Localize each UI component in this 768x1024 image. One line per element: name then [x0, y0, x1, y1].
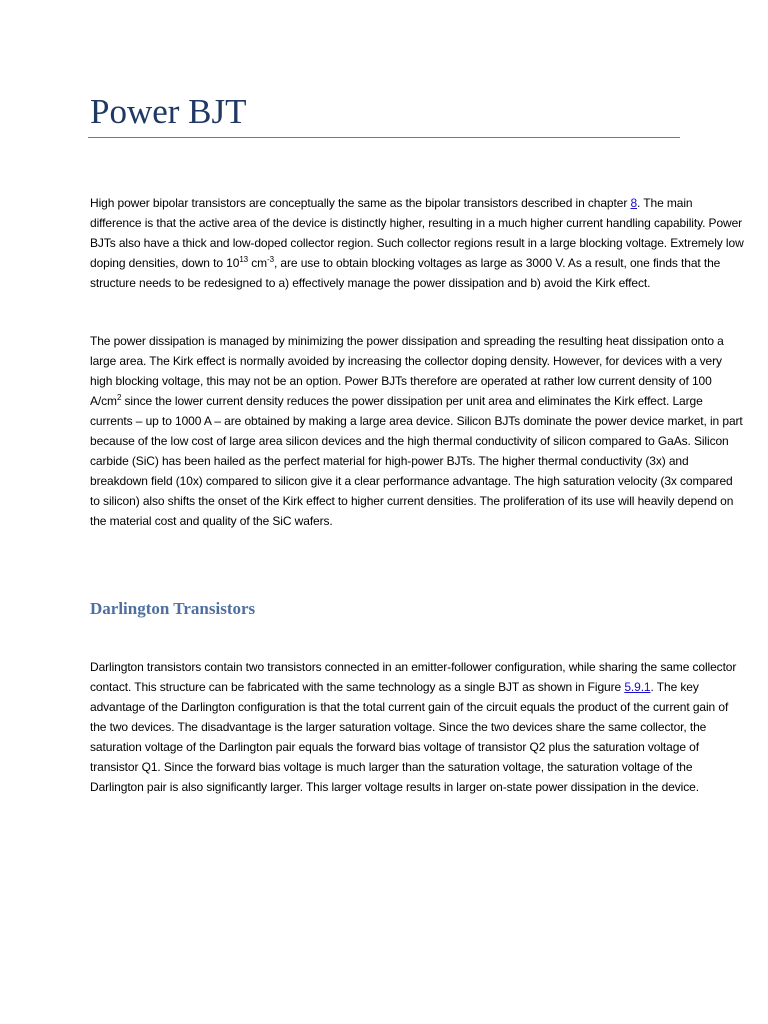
- paragraph-power-dissipation-text-2: since the lower current density reduces the power dissipation per unit area and eliminates the Kirk effect. Large currents – up to 1000 A – are obtained by making a large area device. Silicon BJTs dominate the power device market, in part because of the low cost of large area silicon devices and the high thermal conductivity of silicon compared to GaAs. Silicon carbide (SiC) has been hailed as the perfect material for high-power BJTs. The higher thermal conductivity (3x) and breakdown field (10x) compared to silicon give it a clear performance advantage. The high saturation velocity (3x compared to silicon) also shifts the onset of the Kirk effect to higher current densities. The proliferation of its use will heavily depend on the material cost and quality of the SiC wafers.: [90, 394, 743, 528]
- paragraph-darlington: [90, 657, 745, 797]
- paragraph-intro-text-3: cm: [248, 256, 268, 270]
- paragraph-intro: [90, 193, 745, 293]
- exponent-2: 2: [116, 393, 122, 402]
- section-heading-darlington: Darlington Transistors: [90, 599, 256, 618]
- figure-5-9-1-link[interactable]: 5.9.1: [624, 680, 651, 694]
- page-title: Power BJT: [90, 92, 247, 131]
- paragraph-darlington-text-2: . The key advantage of the Darlington configuration is that the total current gain of the circuit equals the product of the current gain of the two devices. The disadvantage is the larger saturation voltage. Since the two devices share the same collector, the saturation voltage of the Darlington pair equals the forward bias voltage of transistor Q2 plus the saturation voltage of transistor Q1. Since the forward bias voltage is much larger than the saturation voltage, the saturation voltage of the Darlington pair is also significantly larger. This larger voltage results in larger on-state power dissipation in the device.: [90, 680, 729, 794]
- paragraph-darlington-text-1: Darlington transistors contain two transistors connected in an emitter-follower configuration, while sharing the same collector contact. This structure can be fabricated with the same technology as a single BJT as shown in Figure: [90, 660, 737, 694]
- title-underline-rule: [88, 137, 680, 138]
- paragraph-intro-text-4: , are use to obtain blocking voltages as large as 3000 V. As a result, one finds that the structure needs to be redesigned to a) effectively manage the power dissipation and b) avoid the Kirk effect.: [90, 256, 721, 290]
- paragraph-power-dissipation-text-1: The power dissipation is managed by minimizing the power dissipation and spreading the resulting heat dissipation onto a large area. The Kirk effect is normally avoided by increasing the collector doping density. However, for devices with a very high blocking voltage, this may not be an option. Power BJTs therefore are operated at rather low current density of 100 A/cm: [90, 334, 724, 408]
- paragraph-intro-text-1: High power bipolar transistors are conceptually the same as the bipolar transistors described in chapter: [90, 196, 631, 210]
- paragraph-power-dissipation: [90, 331, 745, 531]
- exponent-minus-3: -3: [267, 255, 274, 264]
- chapter-8-link[interactable]: 8: [630, 196, 638, 210]
- exponent-13: 13: [239, 255, 249, 264]
- paragraph-intro-text-2: . The main difference is that the active area of the device is distinctly higher, resulting in a much higher current handling capability. Power BJTs also have a thick and low-doped collector region. Such collector regions result in a large blocking voltage. Extremely low doping densities, down to 10: [90, 196, 744, 270]
